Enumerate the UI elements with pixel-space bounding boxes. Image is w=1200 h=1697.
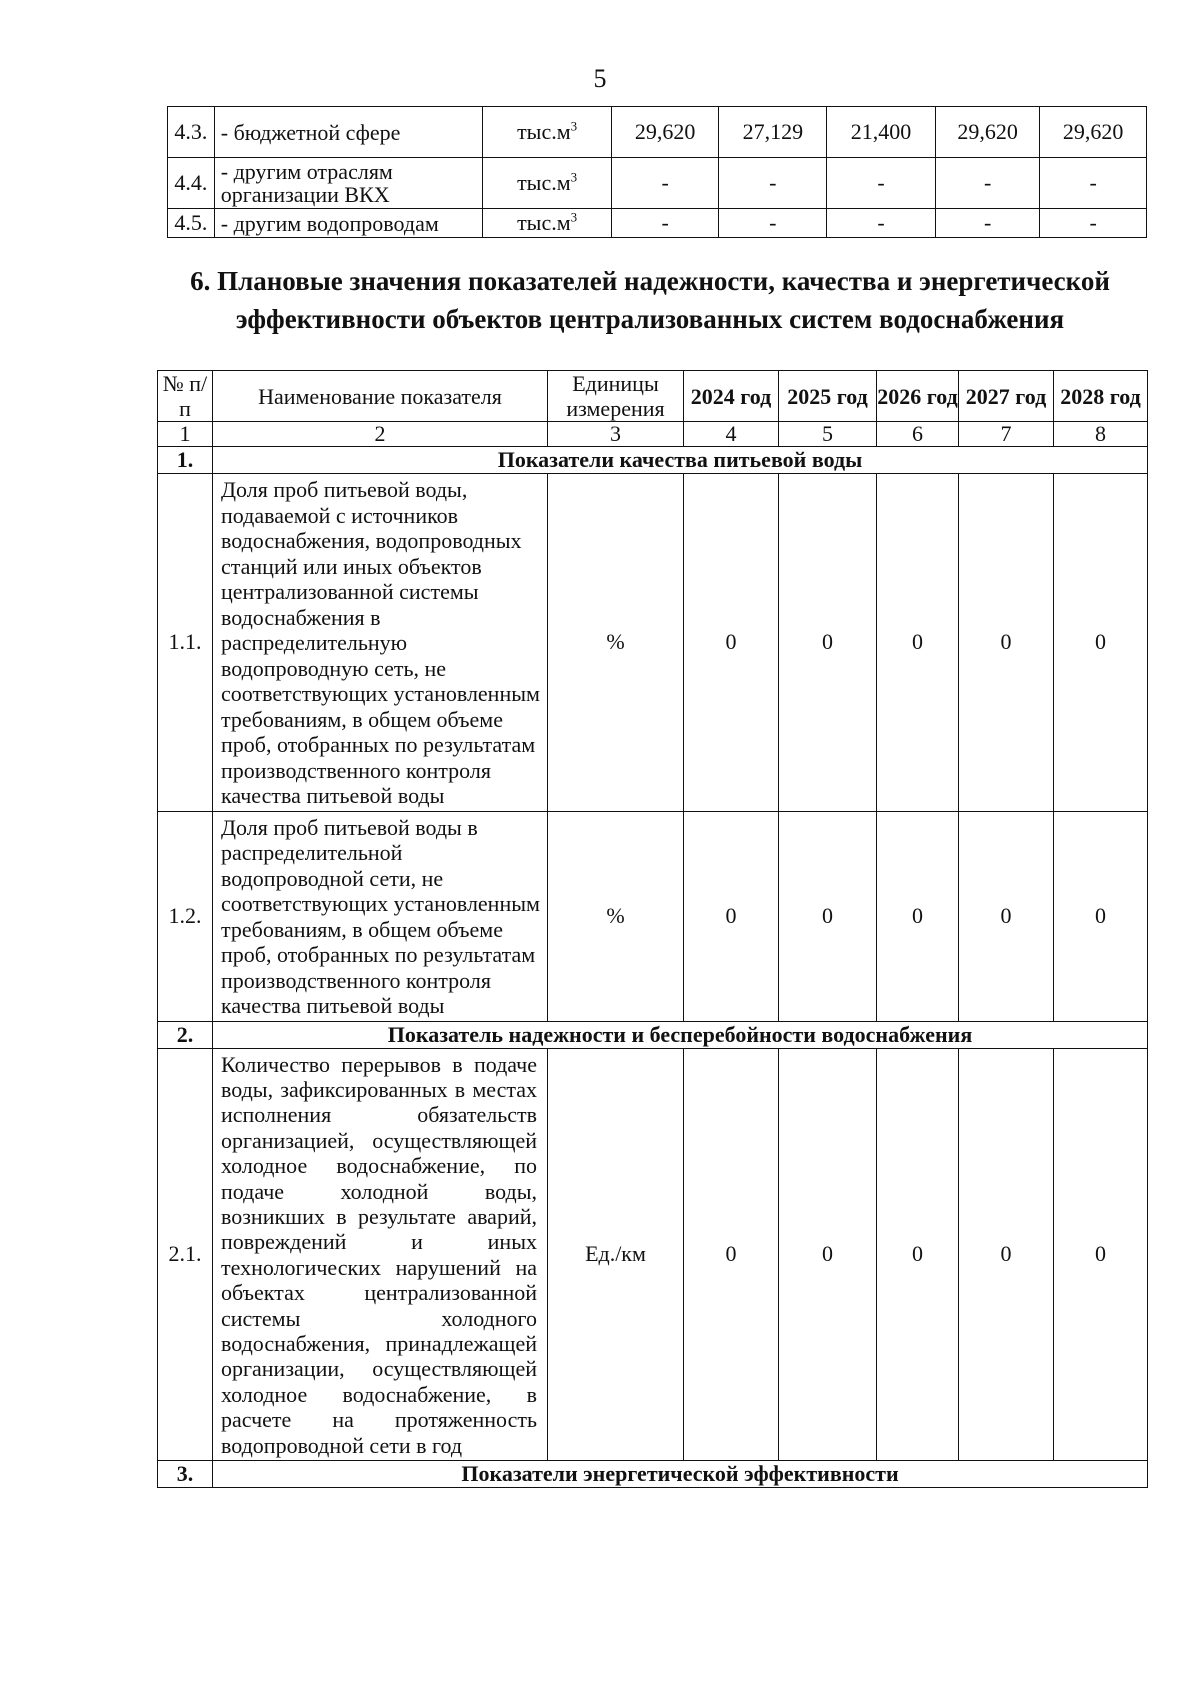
indicator-unit: %	[548, 474, 684, 812]
indicator-description: Доля проб питьевой воды, подаваемой с источников водоснабжения, водопроводных станций или иных объектов централизованной системы водоснабжения в распределительную водопроводную сеть, не соответствующих установленным требованиям, в общем объеме проб, отобранных по результатам производственного контроля качества питьевой воды	[213, 474, 548, 812]
group-row-quality	[158, 447, 1148, 474]
row-value: 29,620	[935, 107, 1039, 158]
column-numbering-row	[158, 422, 1148, 447]
row-value: -	[935, 158, 1039, 209]
row-name: - другим водопроводам	[214, 209, 483, 238]
indicator-row	[158, 811, 1148, 1021]
value-2028: 0	[1054, 811, 1148, 1021]
row-value: 29,620	[1040, 107, 1147, 158]
column-number: 4	[684, 422, 779, 447]
column-number: 8	[1054, 422, 1148, 447]
section-title: 6. Плановые значения показателей надежности, качества и энергетической эффективности объектов централизованных систем водоснабжения	[190, 266, 1110, 334]
header-year-2028: 2028 год	[1054, 371, 1148, 422]
header-year-2024: 2024 год	[684, 371, 779, 422]
value-2026: 0	[877, 1048, 959, 1461]
consumption-row	[168, 209, 1147, 238]
value-2027: 0	[959, 1048, 1054, 1461]
group-title: Показатели качества питьевой воды	[213, 447, 1148, 474]
unit-base: тыс.м	[517, 210, 571, 235]
consumption-row	[168, 107, 1147, 158]
row-value: 29,620	[611, 107, 719, 158]
header-year-2026: 2026 год	[877, 371, 959, 422]
indicator-number: 1.2.	[158, 811, 213, 1021]
row-value: -	[719, 158, 827, 209]
row-value: 27,129	[719, 107, 827, 158]
indicator-number: 2.1.	[158, 1048, 213, 1461]
value-2024: 0	[684, 811, 779, 1021]
value-2025: 0	[779, 811, 877, 1021]
group-number: 2.	[158, 1021, 213, 1048]
indicator-row	[158, 474, 1148, 812]
indicator-unit: %	[548, 811, 684, 1021]
column-number: 1	[158, 422, 213, 447]
row-name: - бюджетной сфере	[214, 107, 483, 158]
value-2025: 0	[779, 474, 877, 812]
unit-base: тыс.м	[517, 170, 571, 195]
consumption-table-continuation	[167, 106, 1147, 238]
row-unit	[483, 158, 611, 209]
unit-base: тыс.м	[517, 119, 571, 144]
row-number: 4.4.	[168, 158, 215, 209]
unit-superscript: 3	[570, 169, 578, 185]
value-2025: 0	[779, 1048, 877, 1461]
value-2024: 0	[684, 1048, 779, 1461]
header-year-2025: 2025 год	[779, 371, 877, 422]
group-number: 1.	[158, 447, 213, 474]
group-title: Показатели энергетической эффективности	[213, 1461, 1148, 1488]
header-year-2027: 2027 год	[959, 371, 1054, 422]
value-2028: 0	[1054, 1048, 1148, 1461]
row-number: 4.3.	[168, 107, 215, 158]
row-value: -	[827, 209, 936, 238]
value-2027: 0	[959, 811, 1054, 1021]
unit-superscript: 3	[570, 118, 578, 134]
row-value: -	[827, 158, 936, 209]
consumption-row	[168, 158, 1147, 209]
column-number: 7	[959, 422, 1054, 447]
row-number: 4.5.	[168, 209, 215, 238]
value-2027: 0	[959, 474, 1054, 812]
row-value: -	[611, 209, 719, 238]
header-row	[158, 371, 1148, 422]
column-number: 2	[213, 422, 548, 447]
row-unit	[483, 209, 611, 238]
unit-superscript: 3	[570, 209, 578, 225]
page-number: 5	[593, 64, 607, 93]
value-2026: 0	[877, 811, 959, 1021]
indicator-number: 1.1.	[158, 474, 213, 812]
group-number: 3.	[158, 1461, 213, 1488]
value-2028: 0	[1054, 474, 1148, 812]
row-value: -	[935, 209, 1039, 238]
row-value: 21,400	[827, 107, 936, 158]
row-value: -	[1040, 209, 1147, 238]
indicator-unit: Ед./км	[548, 1048, 684, 1461]
header-name: Наименование показателя	[213, 371, 548, 422]
group-title: Показатель надежности и бесперебойности водоснабжения	[213, 1021, 1148, 1048]
indicator-description: Количество перерывов в подаче воды, зафиксированных в местах исполнения обязательств организацией, осуществляющей холодное водоснабжение, по подаче холодной воды, возникших в результате аварий, повреждений и иных технологических нарушений на объектах централизованной системы холодного водоснабжения, принадлежащей организации, осуществляющей холодное водоснабжение, в расчете на протяженность водопроводной сети в год	[213, 1048, 548, 1461]
row-value: -	[1040, 158, 1147, 209]
row-value: -	[611, 158, 719, 209]
column-number: 6	[877, 422, 959, 447]
column-number: 3	[548, 422, 684, 447]
header-unit: Единицы измерения	[548, 371, 684, 422]
indicator-row	[158, 1048, 1148, 1461]
group-row-energy	[158, 1461, 1148, 1488]
indicators-table	[157, 370, 1148, 1488]
header-num: № п/п	[158, 371, 213, 422]
indicator-description: Доля проб питьевой воды в распределительной водопроводной сети, не соответствующих установленным требованиям, в общем объеме проб, отобранных по результатам производственного контроля качества питьевой воды	[213, 811, 548, 1021]
value-2026: 0	[877, 474, 959, 812]
row-value: -	[719, 209, 827, 238]
row-unit	[483, 107, 611, 158]
group-row-reliability	[158, 1021, 1148, 1048]
value-2024: 0	[684, 474, 779, 812]
column-number: 5	[779, 422, 877, 447]
row-name: - другим отраслям организации ВКХ	[214, 158, 483, 209]
